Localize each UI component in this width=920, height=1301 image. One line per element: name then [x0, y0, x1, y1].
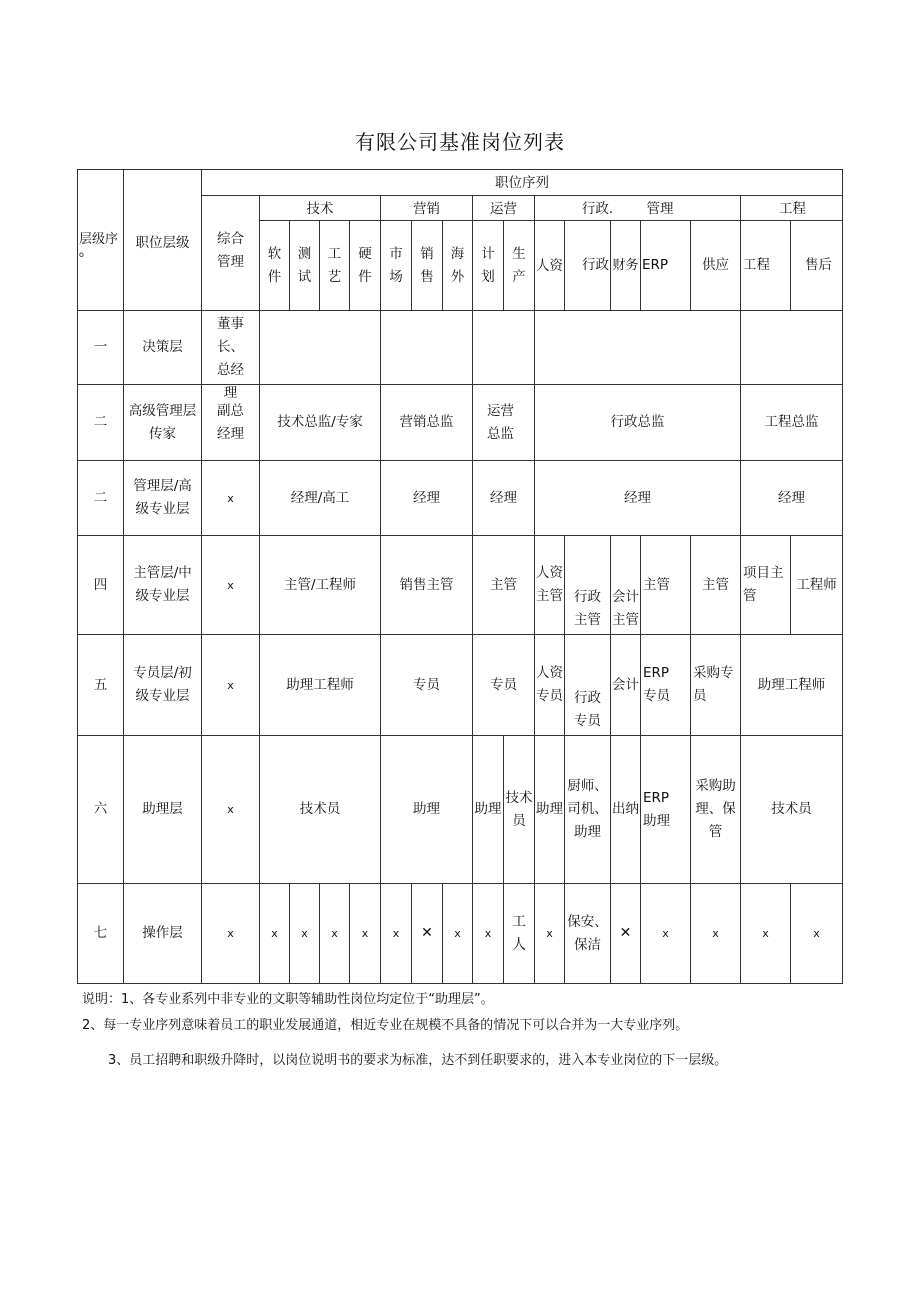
- row7-cell-admin: 保安、保洁: [567, 913, 608, 953]
- row7-cell-erp: x: [662, 927, 669, 940]
- row4-level: 主管层/中级专业层: [133, 565, 192, 604]
- header-position-level: 职位层级: [135, 234, 190, 251]
- header-level-seq-label: 层级序: [79, 232, 119, 247]
- row3-operations: 经理: [490, 489, 517, 506]
- header-level-seq-mark: o: [79, 250, 84, 259]
- row2-tech: 技术总监/专家: [277, 414, 363, 430]
- row1-seq: 一: [93, 339, 108, 355]
- header-sub-planning: 计划: [481, 246, 495, 285]
- row4-eng: 项目主管: [743, 565, 784, 604]
- row7-level: 操作层: [142, 925, 183, 941]
- row6-level: 助理层: [142, 801, 183, 817]
- row5-finance: 会计: [612, 676, 639, 693]
- row1-level: 决策层: [142, 339, 183, 355]
- row7-cell-testing: x: [301, 927, 308, 940]
- note-3: 3、员工招聘和职级升降时，以岗位说明书的要求为标准，达不到任职要求的，进入本专业岗位的下一层级。: [108, 1053, 728, 1068]
- row7-cell-planning: x: [484, 927, 492, 940]
- row6-general: x: [227, 803, 234, 816]
- note-1: 说明：1、各专业系列中非专业的文职等辅助性岗位均定位于“助理层”。: [82, 992, 494, 1007]
- row6-plan: 助理: [474, 801, 502, 817]
- row2-general: 副总经理: [217, 402, 244, 442]
- header-group-engineering: 工程: [779, 200, 806, 217]
- row6-hr: 助理: [536, 801, 563, 817]
- header-sub-hr: 人资: [536, 257, 563, 274]
- row2-engineering: 工程总监: [764, 414, 819, 430]
- header-sub-engineering: 工程: [743, 257, 770, 273]
- row7-cell-market: x: [392, 927, 400, 940]
- header-sub-sales: 销售: [420, 246, 434, 285]
- header-group-mgmt: 管理: [646, 200, 674, 217]
- header-sub-overseas: 海外: [450, 246, 465, 285]
- row6-seq: 六: [93, 801, 108, 817]
- row7-cell-sales: ✕: [421, 925, 433, 941]
- row7-general: x: [227, 927, 234, 940]
- row4-finance: 会计主管: [612, 589, 639, 628]
- header-sub-production: 生产: [512, 246, 526, 285]
- header-position-sequence: 职位序列: [495, 175, 549, 191]
- row3-admin: 经理: [624, 489, 651, 506]
- row4-marketing: 销售主管: [399, 576, 454, 593]
- row7-cell-finance: ✕: [619, 925, 632, 941]
- row3-tech: 经理/高工: [290, 489, 350, 506]
- row5-tech: 助理工程师: [286, 676, 354, 693]
- row2-level: 高级管理层传家: [128, 402, 197, 442]
- header-group-general: 综合管理: [217, 231, 244, 270]
- row1-general: 董事长、总经理: [217, 316, 244, 401]
- row5-marketing: 专员: [413, 676, 440, 693]
- row3-level: 管理层/高级专业层: [133, 478, 192, 517]
- row5-engineering: 助理工程师: [757, 676, 826, 693]
- row5-seq: 五: [93, 676, 108, 693]
- header-sub-testing: 测试: [297, 246, 312, 285]
- row5-hr: 人资专员: [536, 665, 563, 704]
- row4-seq: 四: [93, 576, 108, 593]
- row5-level: 专员层/初级专业层: [133, 665, 192, 704]
- row6-admin: 厨师、司机、助理: [567, 778, 608, 840]
- header-sub-erp: ERP: [642, 257, 669, 273]
- header-sub-aftersales: 售后: [805, 257, 832, 273]
- header-sub-market: 市场: [389, 246, 403, 285]
- row7-seq: 七: [93, 925, 108, 941]
- row2-marketing: 营销总监: [399, 414, 454, 430]
- row7-cell-process: x: [331, 927, 338, 940]
- row4-supply: 主管: [702, 576, 729, 593]
- row6-engineering: 技术员: [771, 801, 812, 817]
- row5-admin: 行政专员: [574, 690, 601, 729]
- header-group-operations: 运营: [490, 200, 517, 217]
- header-group-tech: 技术: [306, 200, 334, 217]
- row3-marketing: 经理: [413, 489, 440, 506]
- row6-tech: 技术员: [299, 801, 341, 817]
- row5-general: x: [227, 678, 234, 692]
- row2-admin: 行政总监: [610, 414, 665, 430]
- row7-cell-production: 工人: [512, 913, 526, 953]
- row7-cell-hardware: x: [361, 927, 369, 940]
- header-sub-software: 软件: [267, 246, 282, 285]
- row3-engineering: 经理: [778, 489, 805, 506]
- row6-erp: ERP助理: [643, 789, 670, 829]
- row4-hr: 人资主管: [536, 565, 563, 604]
- header-group-admin: 行政.: [581, 200, 614, 217]
- row6-production: 技术员: [505, 789, 533, 829]
- header-sub-hardware: 硬件: [358, 246, 372, 285]
- row7-cell-engineering: x: [762, 927, 769, 940]
- header-sub-finance: 财务: [612, 258, 639, 273]
- row7-cell-supply: x: [712, 927, 719, 940]
- row7-cell-overseas: x: [454, 927, 461, 940]
- row5-supply: 采购专员: [693, 665, 734, 704]
- row6-finance: 出纳: [612, 801, 639, 817]
- row4-erp: 主管: [643, 576, 670, 593]
- header-sub-supply: 供应: [702, 257, 729, 273]
- row3-seq: 二: [93, 489, 108, 506]
- row4-tech: 主管/工程师: [283, 576, 357, 593]
- row4-aftersales: 工程师: [796, 576, 837, 593]
- row6-marketing: 助理: [413, 801, 440, 817]
- row3-general: x: [227, 491, 234, 505]
- note-2: 2、每一专业序列意味着员工的职业发展通道，相近专业在规模不具备的情况下可以合并为一大专业序列。: [82, 1018, 689, 1033]
- row6-supply: 采购助理、保管: [695, 778, 736, 840]
- row4-admin: 行政主管: [574, 589, 601, 628]
- row7-cell-aftersales: x: [813, 927, 820, 940]
- row7-cell-hr: x: [546, 927, 553, 940]
- row4-operations: 主管: [490, 576, 517, 593]
- header-group-marketing: 营销: [413, 200, 440, 217]
- row4-general: x: [227, 578, 234, 592]
- row5-erp: ERP专员: [643, 665, 670, 704]
- page-title: 有限公司基准岗位列表: [355, 130, 565, 154]
- header-level-seq: [78, 221, 123, 271]
- row2-seq: 二: [93, 414, 108, 430]
- row7-cell-software: x: [271, 927, 278, 940]
- row5-operations: 专员: [490, 676, 517, 693]
- header-sub-process: 工艺: [327, 246, 342, 285]
- header-sub-admin: 行政: [582, 257, 609, 273]
- row2-operations: 运营总监: [487, 402, 514, 442]
